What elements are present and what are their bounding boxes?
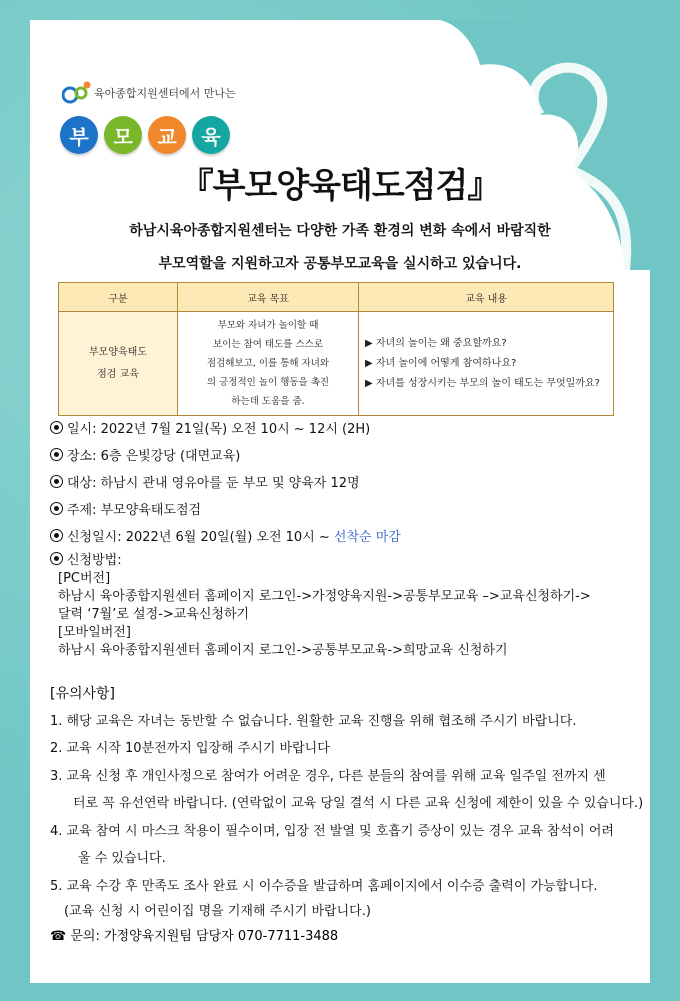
info-target <box>50 472 360 491</box>
goal-cell <box>178 312 359 416</box>
page-title: 『부모양육태도점검』 <box>179 166 501 206</box>
apply-date-text: 신청일시: 2022년 6월 20일(월) 오전 10시 ~ <box>67 530 334 545</box>
center-logo-icon <box>62 80 92 106</box>
info-topic <box>50 499 201 518</box>
goal-line: 보이는 참여 태도를 스스로 <box>212 339 323 350</box>
bullet-circle-icon <box>50 552 63 565</box>
phone-icon: ☎ <box>50 929 67 944</box>
education-table <box>58 282 614 416</box>
bullet-circle-icon <box>50 529 63 542</box>
table-header-content: 교육 내용 <box>359 283 614 312</box>
goal-line: 점검해보고, 이를 통해 자녀와 <box>206 358 330 369</box>
info-date-text: 일시: 2022년 7월 21일(목) 오전 10시 ~ 12시 (2H) <box>67 422 371 437</box>
mobile-label: [모바일버전] <box>58 625 131 640</box>
table-header-goal: 교육 목표 <box>178 283 359 312</box>
note-2: 2. 교육 시작 10분전까지 입장해 주시기 바랍니다 <box>50 741 330 756</box>
goal-line: 하는데 도움을 줌. <box>231 396 305 407</box>
category-cell <box>59 312 178 416</box>
note-5b: (교육 신청 시 어린이집 명을 기재해 주시기 바랍니다.) <box>64 904 371 919</box>
apply-deadline-text: 선착순 마감 <box>333 530 401 545</box>
badge-gyo: 교 <box>148 116 186 154</box>
intro-line-2: 부모역할을 지원하고자 공통부모교육을 실시하고 있습니다. <box>158 256 522 272</box>
info-place <box>50 445 240 464</box>
bullet-circle-icon <box>50 421 63 434</box>
contact-info <box>50 925 338 944</box>
table-row <box>59 312 614 416</box>
goal-line: 의 긍정적인 놀이 행동을 촉진 <box>206 377 330 388</box>
info-apply-date <box>50 526 401 545</box>
pc-label: [PC버전] <box>58 571 111 586</box>
org-tagline <box>62 78 236 108</box>
note-3b: 터로 꼭 유선연락 바랍니다. (연락없이 교육 당일 결석 시 다른 교육 신청에 제한이 있을 수 있습니다.) <box>73 796 644 811</box>
tagline-text: 육아종합지원센터에서 만나는 <box>94 87 236 100</box>
pc-instructions-1: 하남시 육아종합지원센터 홈페이지 로그인->가정양육지원->공통부모교육 –>교육신청하기-> <box>58 589 591 604</box>
category-line: 점검 교육 <box>97 368 139 380</box>
info-date <box>50 418 370 437</box>
content-cell <box>359 312 614 416</box>
note-3a: 3. 교육 신청 후 개인사정으로 참여가 어려운 경우, 다른 분들의 참여를 위해 교육 일주일 전까지 센 <box>50 769 606 784</box>
badge-mo: 모 <box>104 116 142 154</box>
title-badges <box>60 116 230 154</box>
note-4b: 울 수 있습니다. <box>78 851 166 866</box>
info-method <box>50 549 122 568</box>
table-header-category: 구분 <box>59 283 178 312</box>
bullet-circle-icon <box>50 502 63 515</box>
info-target-text: 대상: 하남시 관내 영유아를 둔 부모 및 양육자 12명 <box>67 476 360 491</box>
content-item: ▶ 자녀의 놀이는 왜 중요할까요? <box>365 337 507 349</box>
mobile-instructions: 하남시 육아종합지원센터 홈페이지 로그인->공통부모교육->희망교육 신청하기 <box>58 643 508 658</box>
table-header-row <box>59 283 614 312</box>
notes-heading: [유의사항] <box>50 686 116 702</box>
content-item: ▶ 자녀를 성장시키는 부모의 놀이 태도는 무엇일까요? <box>365 377 600 389</box>
note-4a: 4. 교육 참여 시 마스크 착용이 필수이며, 입장 전 발열 및 호흡기 증상이 있는 경우 교육 참석이 어려 <box>50 824 614 839</box>
contact-text: 문의: 가정양육지원팀 담당자 070-7711-3488 <box>70 929 339 944</box>
content-item: ▶ 자녀 놀이에 어떻게 참여하나요? <box>365 357 517 369</box>
info-place-text: 장소: 6층 은빛강당 (대면교육) <box>67 449 241 464</box>
category-line: 부모양육태도 <box>89 346 147 358</box>
badge-bu: 부 <box>60 116 98 154</box>
intro-line-1: 하남시육아종합지원센터는 다양한 가족 환경의 변화 속에서 바람직한 <box>129 223 551 239</box>
note-5a: 5. 교육 수강 후 만족도 조사 완료 시 이수증을 발급하며 홈페이지에서 이수증 출력이 가능합니다. <box>50 879 598 894</box>
info-topic-text: 주제: 부모양육태도점검 <box>67 503 202 518</box>
bullet-circle-icon <box>50 475 63 488</box>
note-1: 1. 해당 교육은 자녀는 동반할 수 없습니다. 원활한 교육 진행을 위해 협조해 주시기 바랍니다. <box>50 714 577 729</box>
goal-line: 부모와 자녀가 놀이할 때 <box>217 320 319 331</box>
pc-instructions-2: 달력 ‘7월’로 설정->교육신청하기 <box>58 607 250 622</box>
method-label: 신청방법: <box>67 553 122 568</box>
bullet-circle-icon <box>50 448 63 461</box>
badge-yuk: 육 <box>192 116 230 154</box>
